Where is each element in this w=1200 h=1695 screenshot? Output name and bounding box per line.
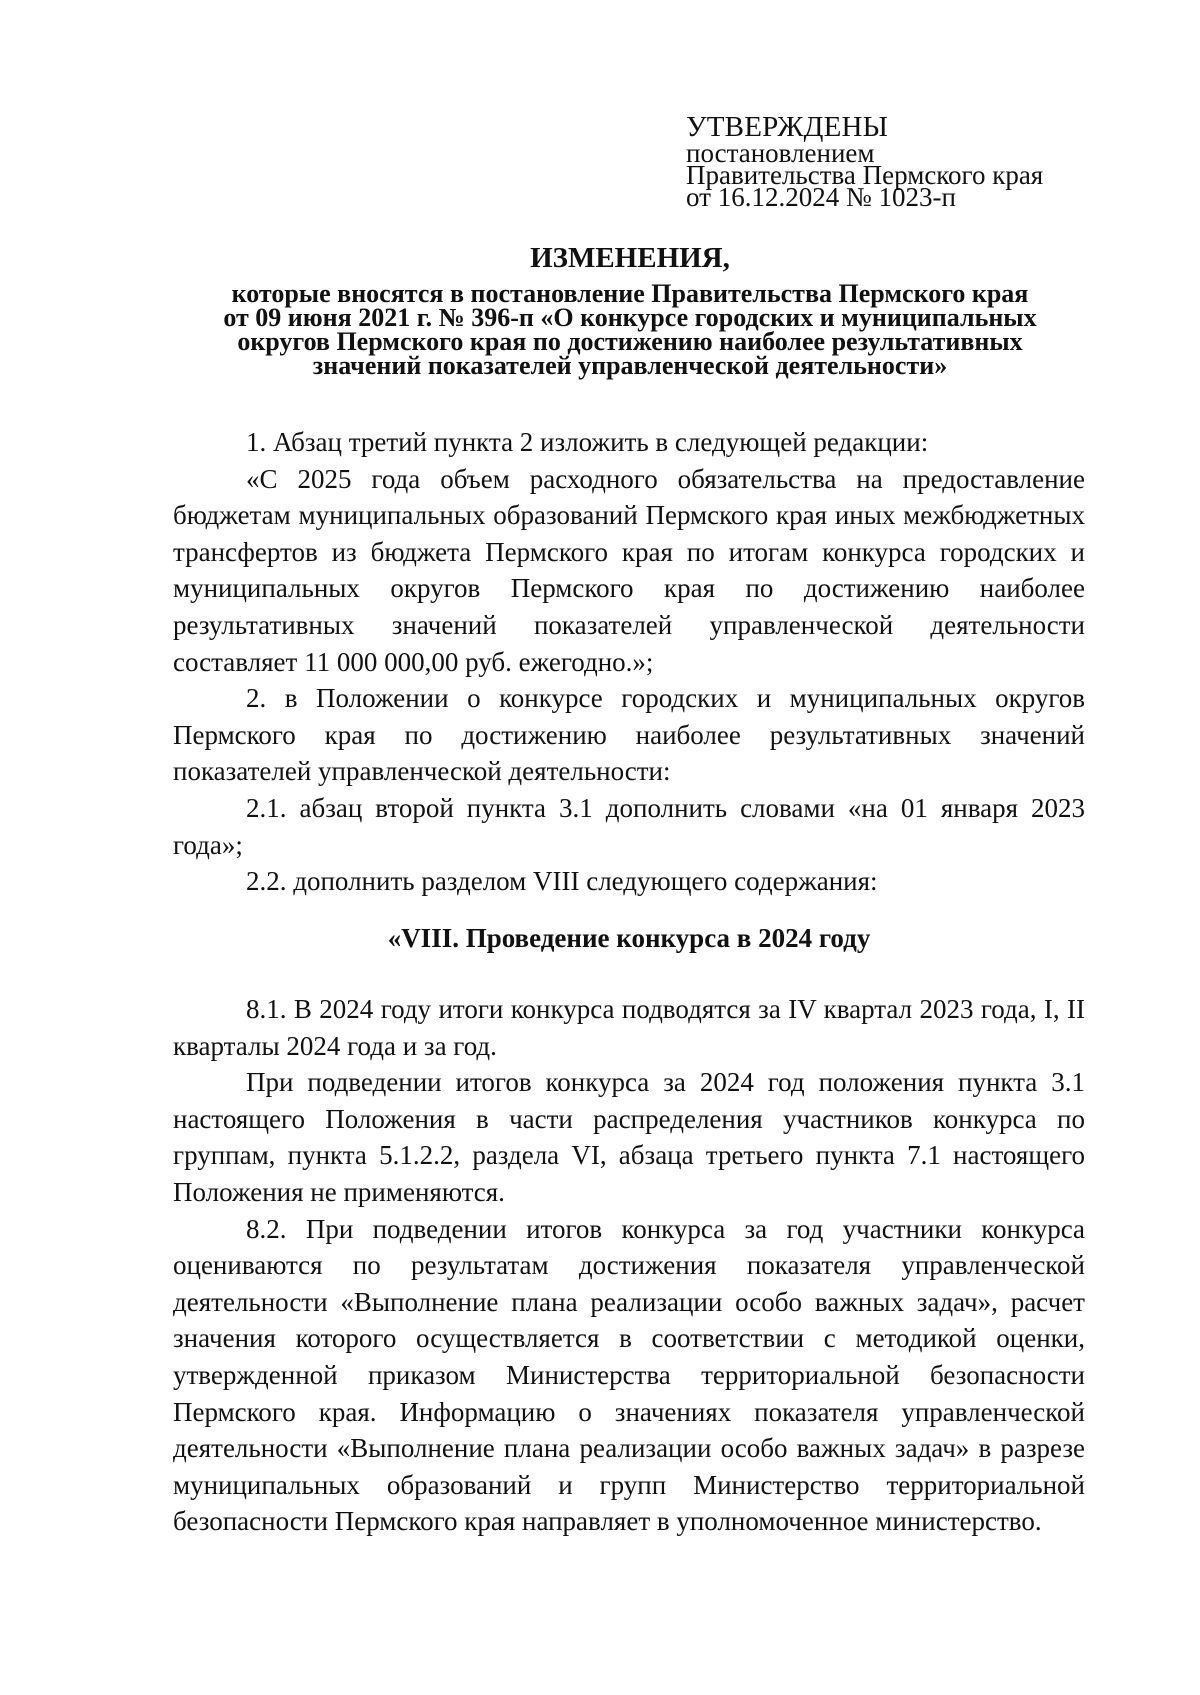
paragraph-item-2-2: 2.2. дополнить разделом VIII следующего содержания: [246,866,878,897]
document-title: ИЗМЕНЕНИЯ, [530,242,730,274]
paragraph-8-1-note: При подведении итогов конкурса за 2024 год положения пункта 3.1 настоящего Положения в части распределения участников конкурса по группам, пункта 5.1.2.2, раздела VI, абзаца третьего пункта 7.1 настоящего Положения не применяются. [173,1067,1085,1207]
paragraph-item-2: 2. в Положении о конкурсе городских и муниципальных округов Пермского края по достижению наиболее результативных значений показателей управленческой деятельности: [173,683,1085,787]
document-body [173,424,1085,900]
subtitle-line: от 09 июня 2021 г. № 396-п «О конкурсе городских и муниципальных [223,303,1037,332]
document-subtitle [170,279,1090,380]
approval-line-1: постановлением [686,138,875,168]
approval-line-2: Правительства Пермского края [686,160,1044,190]
subtitle-line: которые вносятся в постановление Правительства Пермского края [231,279,1029,308]
paragraph-quote-2025: «С 2025 года объем расходного обязательства на предоставление бюджетам муниципальных образований Пермского края иных межбюджетных трансфертов из бюджета Пермского края по итогам конкурса городских и муниципальных округов Пермского края по достижению наиболее результативных значений показателей управленческой деятельности составляет 11 000 000,00 руб. ежегодно.»; [173,463,1085,677]
paragraph-item-1: 1. Абзац третий пункта 2 изложить в следующей редакции: [246,427,929,457]
section-title: «VIII. Проведение конкурса в 2024 году [387,923,871,953]
paragraph-8-2: 8.2. При подведении итогов конкурса за год участники конкурса оцениваются по результатам достижения показателя управленческой деятельности «Выполнение плана реализации особо важных задач», расчет значения которого осуществляется в соответствии с методикой оценки, утвержденной приказом Министерства территориальной безопасности Пермского края. Информацию о значениях показателя управленческой деятельности «Выполнение плана реализации особо важных задач» в разрезе муниципальных образований и групп Министерство территориальной безопасности Пермского края направляет в уполномоченное министерство. [173,1213,1085,1537]
subtitle-line: округов Пермского края по достижению наиболее результативных [237,327,1023,356]
approval-stamp [686,111,1106,212]
paragraph-item-2-1: 2.1. абзац второй пункта 3.1 дополнить словами «на 01 января 2023 года»; [173,792,1085,860]
approval-line-3: от 16.12.2024 № 1023-п [686,182,956,212]
document-heading [170,240,1090,378]
section-body [173,991,1085,1540]
approval-approved: УТВЕРЖДЕНЫ [686,111,889,143]
subtitle-line: значений показателей управленческой деятельности» [312,351,948,380]
paragraph-8-1: 8.1. В 2024 году итоги конкурса подводятся за IV квартал 2023 года, I, II кварталы 2024 года и за год. [173,994,1085,1061]
